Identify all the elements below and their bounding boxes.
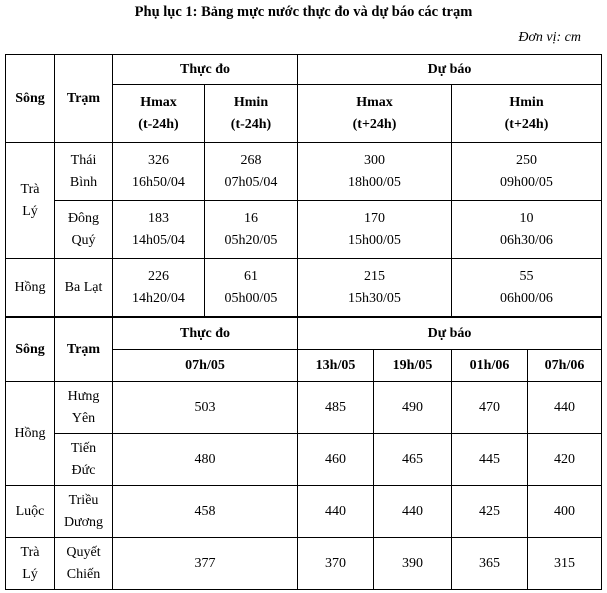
station-name: Đông (67, 210, 100, 226)
river-cell (6, 538, 55, 590)
header-t-plus-label: (t+24h) (352, 116, 397, 132)
station-cell (55, 538, 113, 590)
header-du-bao: Dự báo (298, 318, 602, 350)
level-value: 370 (298, 538, 374, 590)
level-value: 365 (452, 538, 528, 590)
value-cell (205, 201, 298, 259)
table-row (6, 201, 602, 259)
station-name: Hưng (67, 388, 100, 404)
level-value: 440 (528, 382, 602, 434)
station-cell (55, 486, 113, 538)
level-value: 170 (364, 210, 385, 226)
station-name: Triều (68, 492, 99, 508)
level-value: 326 (148, 152, 169, 168)
table-row (6, 259, 602, 317)
header-t-minus-label: (t-24h) (230, 116, 272, 132)
level-value: 425 (452, 486, 528, 538)
station-name: Bình (69, 174, 98, 190)
station-name: Quý (71, 232, 96, 248)
river-name: Lý (22, 203, 38, 219)
header-hmin-label: Hmin (233, 94, 269, 110)
level-value: 460 (298, 434, 374, 486)
level-value: 226 (148, 268, 169, 284)
level-value: 445 (452, 434, 528, 486)
station-name: Chiến (66, 566, 101, 582)
page-title: Phụ lục 1: Bảng mực nước thực đo và dự báo các trạm (134, 4, 473, 20)
level-value: 400 (528, 486, 602, 538)
level-time: 05h00/05 (224, 290, 278, 306)
river-name: Lý (22, 566, 38, 582)
level-value: 55 (519, 268, 534, 284)
level-value: 16 (244, 210, 258, 226)
level-value: 10 (519, 210, 534, 226)
station-name: Tiến (70, 440, 97, 456)
level-value: 183 (148, 210, 169, 226)
unit-label: Đơn vị: cm (518, 30, 581, 45)
level-value: 465 (374, 434, 452, 486)
station-cell (55, 201, 113, 259)
level-time: 06h30/06 (500, 232, 553, 248)
value-cell (113, 259, 205, 317)
level-value: 250 (516, 152, 537, 168)
level-value: 420 (528, 434, 602, 486)
forecast-table-hourly (5, 317, 602, 590)
header-db-hmin (452, 85, 602, 143)
level-time: 09h00/05 (500, 174, 553, 190)
river-cell (6, 259, 55, 317)
level-value: 503 (113, 382, 298, 434)
level-time: 07h05/04 (224, 174, 278, 190)
river-name: Hồng (14, 279, 46, 295)
header-tram: Trạm (55, 318, 113, 382)
level-value: 470 (452, 382, 528, 434)
header-t-minus-label: (t-24h) (138, 116, 179, 132)
value-cell (298, 143, 452, 201)
table-row (6, 538, 602, 590)
river-cell (6, 143, 55, 259)
level-value: 440 (298, 486, 374, 538)
river-name: Trà (20, 181, 40, 197)
level-value: 300 (364, 152, 385, 168)
station-name: Dương (63, 514, 104, 530)
level-value: 268 (240, 152, 262, 168)
station-name: Quyết (66, 544, 101, 560)
river-cell: Luộc (6, 486, 55, 538)
header-t-plus-label: (t+24h) (504, 116, 549, 132)
level-time: 14h20/04 (132, 290, 185, 306)
header-td-hmax (113, 85, 205, 143)
value-cell (113, 143, 205, 201)
header-db-hmax (298, 85, 452, 143)
level-value: 390 (374, 538, 452, 590)
level-time: 18h00/05 (348, 174, 401, 190)
header-tram: Trạm (55, 55, 113, 143)
level-value: 440 (374, 486, 452, 538)
level-time: 14h05/04 (132, 232, 185, 248)
table-row (6, 486, 602, 538)
level-time: 16h50/04 (132, 174, 185, 190)
level-value: 315 (528, 538, 602, 590)
header-song: Sông (6, 55, 55, 143)
header-thuc-do: Thực đo (113, 55, 298, 85)
level-time: 15h30/05 (348, 290, 401, 306)
level-value: 61 (244, 268, 258, 284)
header-db-time: 19h/05 (374, 350, 452, 382)
river-name: Trà (20, 544, 40, 560)
header-song: Sông (6, 318, 55, 382)
level-value: 480 (113, 434, 298, 486)
value-cell (113, 201, 205, 259)
header-db-time: 01h/06 (452, 350, 528, 382)
level-time: 15h00/05 (348, 232, 401, 248)
station-name: Thái (70, 152, 97, 168)
station-cell (55, 259, 113, 317)
header-hmin-label: Hmin (509, 94, 544, 110)
station-name: Yên (71, 410, 96, 426)
station-cell (55, 434, 113, 486)
station-cell (55, 382, 113, 434)
header-db-time: 07h/06 (528, 350, 602, 382)
header-hmax-label: Hmax (356, 94, 393, 110)
level-value: 377 (113, 538, 298, 590)
header-du-bao: Dự báo (298, 55, 602, 85)
station-name: Đức (71, 462, 96, 478)
level-value: 215 (364, 268, 385, 284)
level-value: 490 (374, 382, 452, 434)
header-db-time: 13h/05 (298, 350, 374, 382)
header-td-time: 07h/05 (113, 350, 298, 382)
header-td-hmin (205, 85, 298, 143)
station-name: Ba Lạt (64, 279, 103, 295)
level-time: 05h20/05 (224, 232, 278, 248)
value-cell (298, 201, 452, 259)
value-cell (452, 201, 602, 259)
value-cell (452, 143, 602, 201)
forecast-table-extremes (5, 54, 602, 317)
level-value: 458 (113, 486, 298, 538)
table-row (6, 382, 602, 434)
value-cell (452, 259, 602, 317)
table-row (6, 143, 602, 201)
header-thuc-do: Thực đo (113, 318, 298, 350)
level-value: 485 (298, 382, 374, 434)
value-cell (205, 143, 298, 201)
station-cell (55, 143, 113, 201)
river-cell: Hồng (6, 382, 55, 486)
header-hmax-label: Hmax (140, 94, 177, 110)
level-time: 06h00/06 (500, 290, 553, 306)
table-row (6, 434, 602, 486)
value-cell (205, 259, 298, 317)
value-cell (298, 259, 452, 317)
